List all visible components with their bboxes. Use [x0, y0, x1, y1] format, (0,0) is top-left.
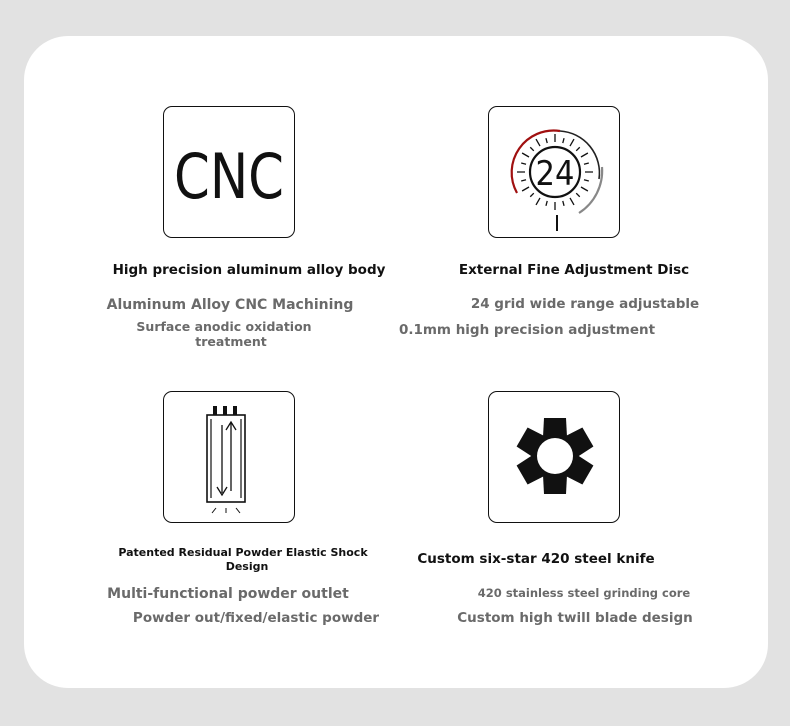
dial-tick	[581, 187, 588, 191]
dial-tick	[536, 198, 540, 205]
powder-icon-box	[163, 391, 295, 523]
dial-tick	[530, 193, 534, 197]
feature-title-powder-b: Design	[225, 560, 269, 573]
feature-title-disc: External Fine Adjustment Disc	[458, 262, 690, 278]
six-star-blade-icon	[489, 392, 619, 522]
blade-center	[537, 438, 573, 474]
dial-tick	[522, 153, 529, 157]
adjustment-dial-icon	[489, 107, 619, 237]
dial-tick	[521, 163, 526, 164]
powder-outlet-icon	[164, 392, 294, 522]
feature-title-powder-a: Patented Residual Powder Elastic Shock	[118, 546, 368, 559]
feature-line-twill: Custom high twill blade design	[457, 610, 693, 626]
blade-icon-box	[488, 391, 620, 523]
feature-line-anodic-a: Surface anodic oxidation	[136, 319, 312, 334]
dial-tick	[563, 201, 564, 206]
feature-line-anodic-b: treatment	[195, 334, 267, 349]
dial-number: 24	[535, 154, 575, 194]
dial-tick	[576, 147, 580, 151]
feature-title-body: High precision aluminum alloy body	[112, 262, 386, 278]
feature-title-knife: Custom six-star 420 steel knife	[417, 551, 655, 567]
dial-tick	[584, 163, 589, 164]
dial-tick	[546, 138, 547, 143]
dial-tick	[530, 147, 534, 151]
feature-line-cnc: Aluminum Alloy CNC Machining	[106, 297, 354, 313]
dial-tick	[570, 198, 574, 205]
dial-icon-box	[488, 106, 620, 238]
cnc-icon-box	[163, 106, 295, 238]
dial-tick	[576, 193, 580, 197]
dial-tick	[546, 201, 547, 206]
dial-tick	[570, 139, 574, 146]
dial-tick	[536, 139, 540, 146]
feature-line-core: 420 stainless steel grinding core	[477, 586, 691, 600]
dial-tick	[563, 138, 564, 143]
feature-line-powder-modes: Powder out/fixed/elastic powder	[132, 610, 380, 626]
feature-line-grid: 24 grid wide range adjustable	[470, 296, 700, 312]
cnc-icon-text: CNC	[174, 140, 284, 213]
dial-tick	[522, 187, 529, 191]
feature-line-outlet: Multi-functional powder outlet	[107, 586, 349, 602]
dial-tick	[581, 153, 588, 157]
feature-line-precision: 0.1mm high precision adjustment	[398, 322, 656, 338]
dial-tick	[584, 180, 589, 181]
cnc-icon	[164, 107, 294, 237]
dial-tick	[521, 180, 526, 181]
